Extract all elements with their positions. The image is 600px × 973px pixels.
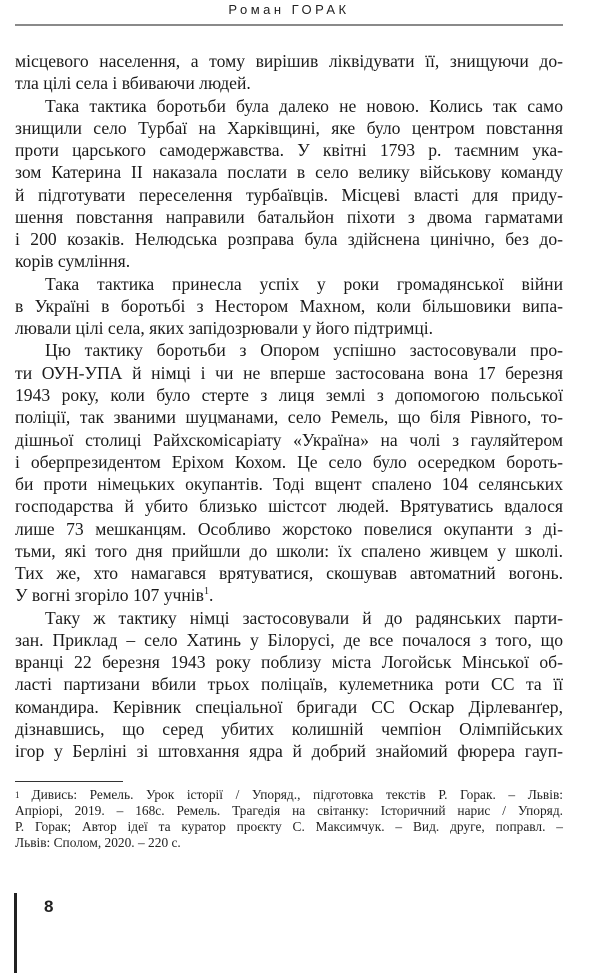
footnote-text: Р. Горак; Автор ідеї та куратор проєкту С. Максимчук. – Вид. друге, поправл. – <box>15 819 563 834</box>
line-text: дізнавшись, що серед убитих колишній чемпіон Олімпійських <box>15 718 563 739</box>
text-line <box>15 406 563 428</box>
paragraph <box>15 95 563 273</box>
line-text: ігор у Берліні зі штовхання ядра й добрий знайомий фюрера гауп- <box>15 741 563 762</box>
line-text: Така тактика боротьби була далеко не новою. Колись так само <box>45 95 563 116</box>
footnote-text: Дивись: Ремель. Урок історії / Упоряд., підготовка текстів Р. Горак. – Львів: <box>31 787 563 802</box>
text-line <box>15 673 563 695</box>
page-number-bar <box>14 893 17 973</box>
text-line <box>15 139 563 161</box>
punctuation: . <box>209 585 214 606</box>
text-line <box>15 562 563 584</box>
line-text: Така тактика принесла успіх у роки громадянської війни <box>45 273 563 294</box>
line-text: і 200 козаків. Нелюдська розправа була здійснена цинічно, без до- <box>15 229 563 250</box>
line-text: би проти німецьких окупантів. Тоді вщент спалено 104 селянських <box>15 474 563 495</box>
line-text: в Україні в боротьбі з Нестором Махном, коли більшовики випа- <box>15 295 563 316</box>
footnote-mark: 1 <box>15 790 20 800</box>
paragraph <box>15 607 563 763</box>
line-text: шення повстання направили батальйон піхоти з двома гарматами <box>15 206 563 227</box>
text-line <box>15 451 563 473</box>
footnote-text: Львів: Сполом, 2020. – 220 с. <box>15 835 181 850</box>
text-line <box>15 429 563 451</box>
line-text: й підготувати переселення турбаївців. Місцеві власті для приду- <box>15 184 563 205</box>
page-number: 8 <box>44 897 54 916</box>
line-text: ласті партизани вбили трьох поліцаїв, кулеметника роти СС та її <box>15 674 563 695</box>
text-line <box>15 540 563 562</box>
text-line <box>15 696 563 718</box>
running-header: Роман ГОРАК <box>228 2 350 17</box>
text-line <box>15 184 563 206</box>
text-line <box>15 273 563 295</box>
line-text: Тих же, хто намагався врятуватися, скошував автоматний вогонь. <box>15 563 563 584</box>
line-text: проти царського самодержавства. У квітні 1793 р. таємним ука- <box>15 140 563 161</box>
line-text: 1943 року, коли було стерте з лиця землі з допомогою польської <box>15 384 563 405</box>
text-line <box>15 317 563 339</box>
footnote-line <box>15 835 563 851</box>
text-line <box>15 95 563 117</box>
line-text: лювали цілі села, яких запідозрювали у його підтримці. <box>15 318 434 339</box>
header-rule <box>15 24 563 26</box>
text-line <box>15 651 563 673</box>
line-text: зан. Приклад – село Хатинь у Білорусі, де все почалося з того, що <box>15 629 563 650</box>
text-line <box>15 161 563 183</box>
line-text: поліції, так званими шуцманами, село Ремель, що біля Рівного, то- <box>15 407 563 428</box>
footnote-line <box>15 803 563 819</box>
text-line <box>15 206 563 228</box>
text-line <box>15 740 563 762</box>
paragraph <box>15 50 563 95</box>
text-line <box>15 495 563 517</box>
text-line <box>15 228 563 250</box>
footnote-reference[interactable]: 1 <box>204 586 209 598</box>
line-text: тла цілі села і вбиваючи людей. <box>15 73 251 94</box>
text-line <box>15 473 563 495</box>
text-line <box>15 362 563 384</box>
line-text: місцевого населення, а тому вирішив ліквідувати її, знищуючи до- <box>15 51 563 71</box>
line-text: ти ОУН-УПА й німці і чи не вперше застосована вона 17 березня <box>15 362 563 383</box>
footnote-line <box>15 819 563 835</box>
paragraph <box>15 273 563 340</box>
text-line <box>15 72 563 94</box>
line-text: зом Катерина II наказала послати в село велику військову команду <box>15 162 563 183</box>
line-text: Таку ж тактику німці застосовували й до радянських парти- <box>45 607 563 628</box>
text-line <box>15 607 563 629</box>
text-line <box>15 250 563 272</box>
line-text: знищили село Турбаї на Харківщині, яке було центром повстання <box>15 117 563 138</box>
line-text: дішньої столиці Райхскомісаріату «Україна» на чолі з гауляйтером <box>15 429 563 450</box>
text-line <box>15 295 563 317</box>
line-text: лише 73 мешканцям. Особливо жорстоко повелися окупанти з ді- <box>15 518 563 539</box>
footnote-line <box>15 787 563 803</box>
line-text: вранці 22 березня 1943 року поблизу міста Логойськ Мінської об- <box>15 652 563 673</box>
text-line <box>15 339 563 361</box>
line-text: Цю тактику боротьби з Опором успішно застосовували про- <box>45 340 563 361</box>
footnote <box>15 787 563 851</box>
footnote-text: Апріорі, 2019. – 168с. Ремель. Трагедія на світанку: Історичний нарис / Упоряд. <box>15 803 563 818</box>
text-line <box>15 718 563 740</box>
body-text <box>15 50 563 763</box>
text-line <box>15 50 563 72</box>
line-text: У вогні згоріло 107 учнів <box>15 585 204 606</box>
text-line <box>15 384 563 406</box>
line-text: і оберпрезидентом Еріхом Кохом. Це село було осередком бороть- <box>15 451 563 472</box>
text-line <box>15 584 563 606</box>
text-line <box>15 117 563 139</box>
text-line <box>15 518 563 540</box>
line-text: корів сумління. <box>15 251 131 272</box>
paragraph <box>15 339 563 606</box>
line-text: господарства й убито близько шістсот людей. Врятуватись вдалося <box>15 496 563 517</box>
text-line <box>15 629 563 651</box>
line-text: командира. Керівник спеціальної бригади СС Оскар Дірлеванґер, <box>15 696 563 717</box>
line-text: тьми, які того дня прийшли до школи: їх спалено живцем у школі. <box>15 540 563 561</box>
footnote-separator <box>15 781 123 782</box>
